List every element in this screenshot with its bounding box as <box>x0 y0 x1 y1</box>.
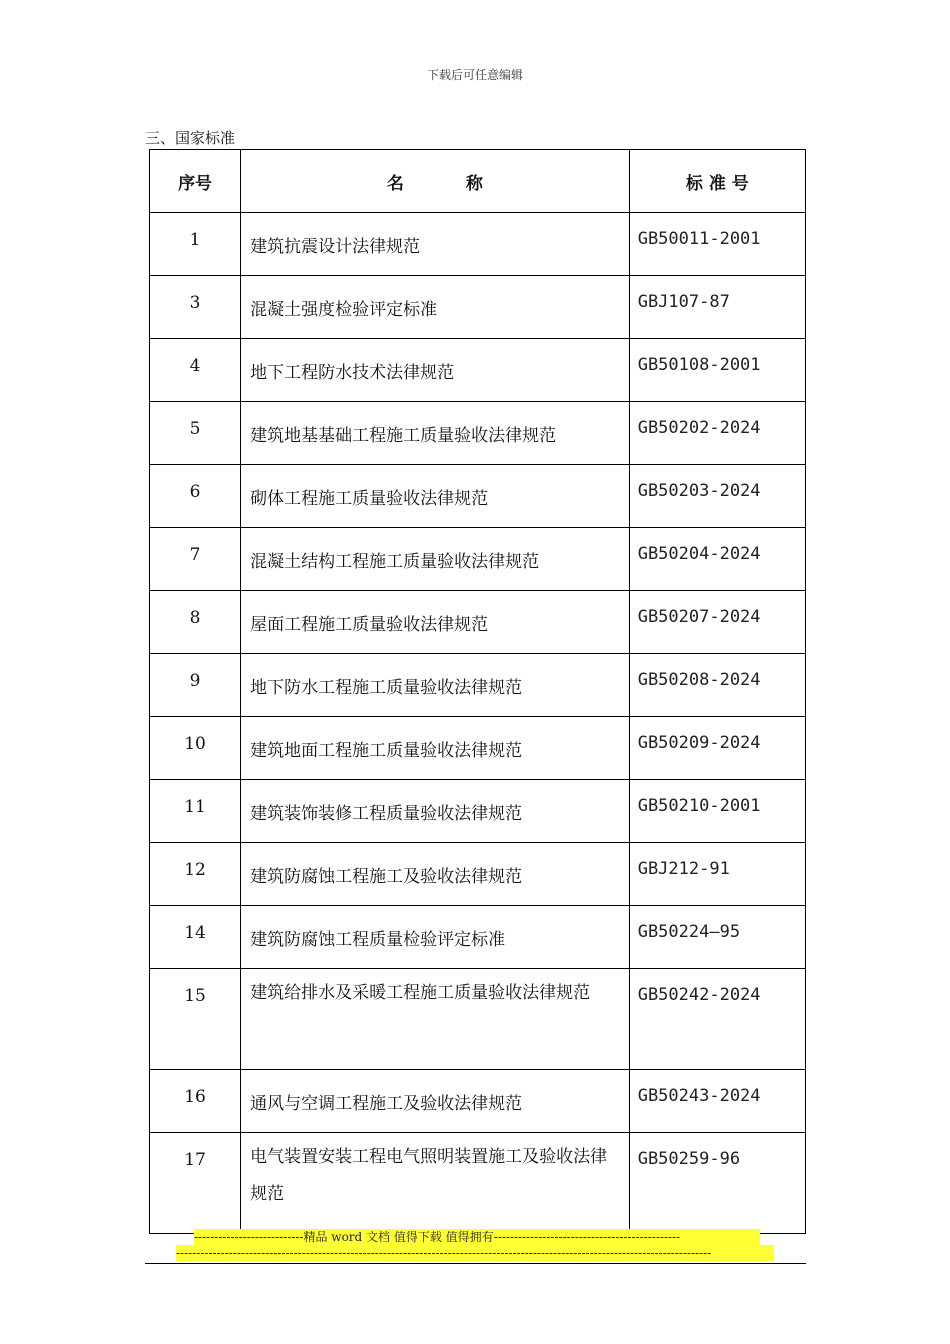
header-code: 标 准 号 <box>629 150 805 213</box>
table-row <box>150 780 806 843</box>
row-name: 屋面工程施工质量验收法律规范 <box>241 591 630 654</box>
row-name: 建筑地基基础工程施工质量验收法律规范 <box>241 402 630 465</box>
row-name: 建筑给排水及采暖工程施工质量验收法律规范 <box>241 969 630 1070</box>
row-no: 3 <box>150 276 241 339</box>
header-name-right: 称 <box>465 173 483 194</box>
table-row <box>150 339 806 402</box>
row-no: 11 <box>150 780 241 843</box>
table-row <box>150 402 806 465</box>
row-code: GB50204-2024 <box>629 528 805 591</box>
table-row <box>150 654 806 717</box>
row-no: 17 <box>150 1133 241 1234</box>
row-code: GB50209-2024 <box>629 717 805 780</box>
row-name: 建筑地面工程施工质量验收法律规范 <box>241 717 630 780</box>
row-code: GB50208-2024 <box>629 654 805 717</box>
table-row <box>150 906 806 969</box>
row-no: 14 <box>150 906 241 969</box>
row-name: 建筑装饰装修工程质量验收法律规范 <box>241 780 630 843</box>
row-code: GB50259-96 <box>629 1133 805 1234</box>
table-row <box>150 843 806 906</box>
row-no: 16 <box>150 1070 241 1133</box>
row-no: 15 <box>150 969 241 1070</box>
table-row <box>150 213 806 276</box>
table-row <box>150 1070 806 1133</box>
table-header-row <box>150 150 806 213</box>
row-no: 7 <box>150 528 241 591</box>
header-no: 序号 <box>150 150 241 213</box>
table-row <box>150 465 806 528</box>
row-code: GB50203-2024 <box>629 465 805 528</box>
row-code: GB50242-2024 <box>629 969 805 1070</box>
section-title: 三、国家标准 <box>145 129 236 147</box>
row-name: 砌体工程施工质量验收法律规范 <box>241 465 630 528</box>
table-row <box>150 969 806 1070</box>
row-no: 8 <box>150 591 241 654</box>
header-name <box>241 150 630 213</box>
table-row <box>150 591 806 654</box>
footer-line-1: ---------------------------精品 word 文档 值得下载 值得拥有---------------------------------------------- <box>194 1229 760 1245</box>
row-code: GB50210-2001 <box>629 780 805 843</box>
row-code: GB50011-2001 <box>629 213 805 276</box>
row-name: 地下防水工程施工质量验收法律规范 <box>241 654 630 717</box>
footer-divider <box>145 1263 806 1264</box>
row-name: 建筑防腐蚀工程质量检验评定标准 <box>241 906 630 969</box>
row-code: GB50224—95 <box>629 906 805 969</box>
row-code: GBJ107-87 <box>629 276 805 339</box>
row-name: 混凝土结构工程施工质量验收法律规范 <box>241 528 630 591</box>
row-code: GB50243-2024 <box>629 1070 805 1133</box>
row-name: 混凝土强度检验评定标准 <box>241 276 630 339</box>
footer-banner <box>176 1229 774 1261</box>
row-no: 5 <box>150 402 241 465</box>
row-name: 电气装置安装工程电气照明装置施工及验收法律规范 <box>241 1133 630 1234</box>
row-name: 建筑防腐蚀工程施工及验收法律规范 <box>241 843 630 906</box>
page-header-note: 下载后可任意编辑 <box>426 68 523 82</box>
footer-line-2: ------------------------------------------------------------------------------------------------------------------------------------ <box>176 1245 774 1261</box>
row-code: GBJ212-91 <box>629 843 805 906</box>
header-name-left: 名 <box>386 173 404 194</box>
row-no: 6 <box>150 465 241 528</box>
row-no: 4 <box>150 339 241 402</box>
row-code: GB50202-2024 <box>629 402 805 465</box>
row-name: 通风与空调工程施工及验收法律规范 <box>241 1070 630 1133</box>
row-code: GB50108-2001 <box>629 339 805 402</box>
table-row <box>150 717 806 780</box>
row-no: 1 <box>150 213 241 276</box>
table-row <box>150 1133 806 1234</box>
row-no: 9 <box>150 654 241 717</box>
table-row <box>150 528 806 591</box>
row-no: 10 <box>150 717 241 780</box>
row-name: 建筑抗震设计法律规范 <box>241 213 630 276</box>
row-name: 地下工程防水技术法律规范 <box>241 339 630 402</box>
row-code: GB50207-2024 <box>629 591 805 654</box>
table-row <box>150 276 806 339</box>
standards-table <box>149 149 806 1234</box>
row-no: 12 <box>150 843 241 906</box>
